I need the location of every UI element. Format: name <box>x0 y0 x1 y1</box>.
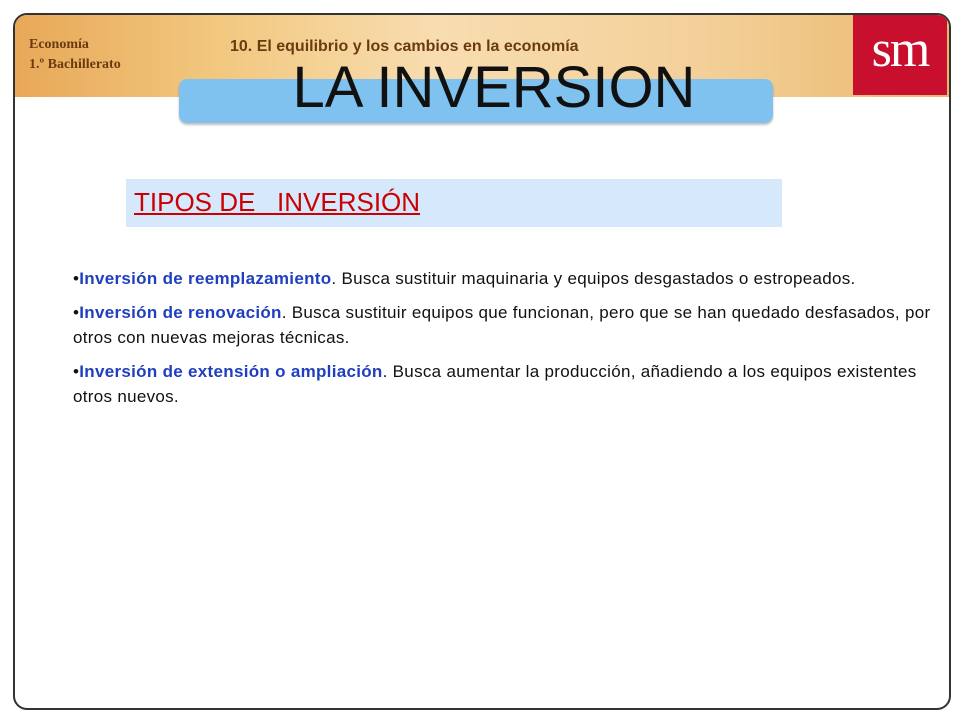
unit-title: 10. El equilibrio y los cambios en la economía <box>230 38 579 55</box>
section-box <box>126 179 782 227</box>
page-title: LA INVERSION <box>292 55 696 120</box>
list-item <box>73 359 933 409</box>
bullet-list <box>73 266 933 418</box>
list-item <box>73 266 933 291</box>
section-heading: TIPOS DE INVERSIÓN <box>134 187 421 217</box>
bullet-text: . Busca sustituir maquinaria y equipos desgastados o estropeados. <box>331 269 856 288</box>
bullet-marker: • <box>73 362 80 381</box>
sm-logo: sm <box>853 15 947 95</box>
bullet-text: . Busca sustituir equipos que funcionan, pero que se han quedado desfasados, por otros con nuevas mejoras técnicas. <box>73 303 931 347</box>
bullet-term: Inversión de renovación <box>79 303 282 322</box>
bullet-text: . Busca aumentar la producción, añadiendo a los equipos existentes otros nuevos. <box>73 362 917 406</box>
list-item <box>73 300 933 350</box>
bullet-term: Inversión de reemplazamiento <box>79 269 332 288</box>
bullet-marker: • <box>73 303 80 322</box>
course-info <box>29 35 121 75</box>
course-label: 1.º Bachillerato <box>29 57 121 72</box>
subject-label: Economía <box>29 37 89 52</box>
bullet-term: Inversión de extensión o ampliación <box>79 362 383 381</box>
bullet-marker: • <box>73 269 80 288</box>
slide-frame <box>13 13 951 710</box>
